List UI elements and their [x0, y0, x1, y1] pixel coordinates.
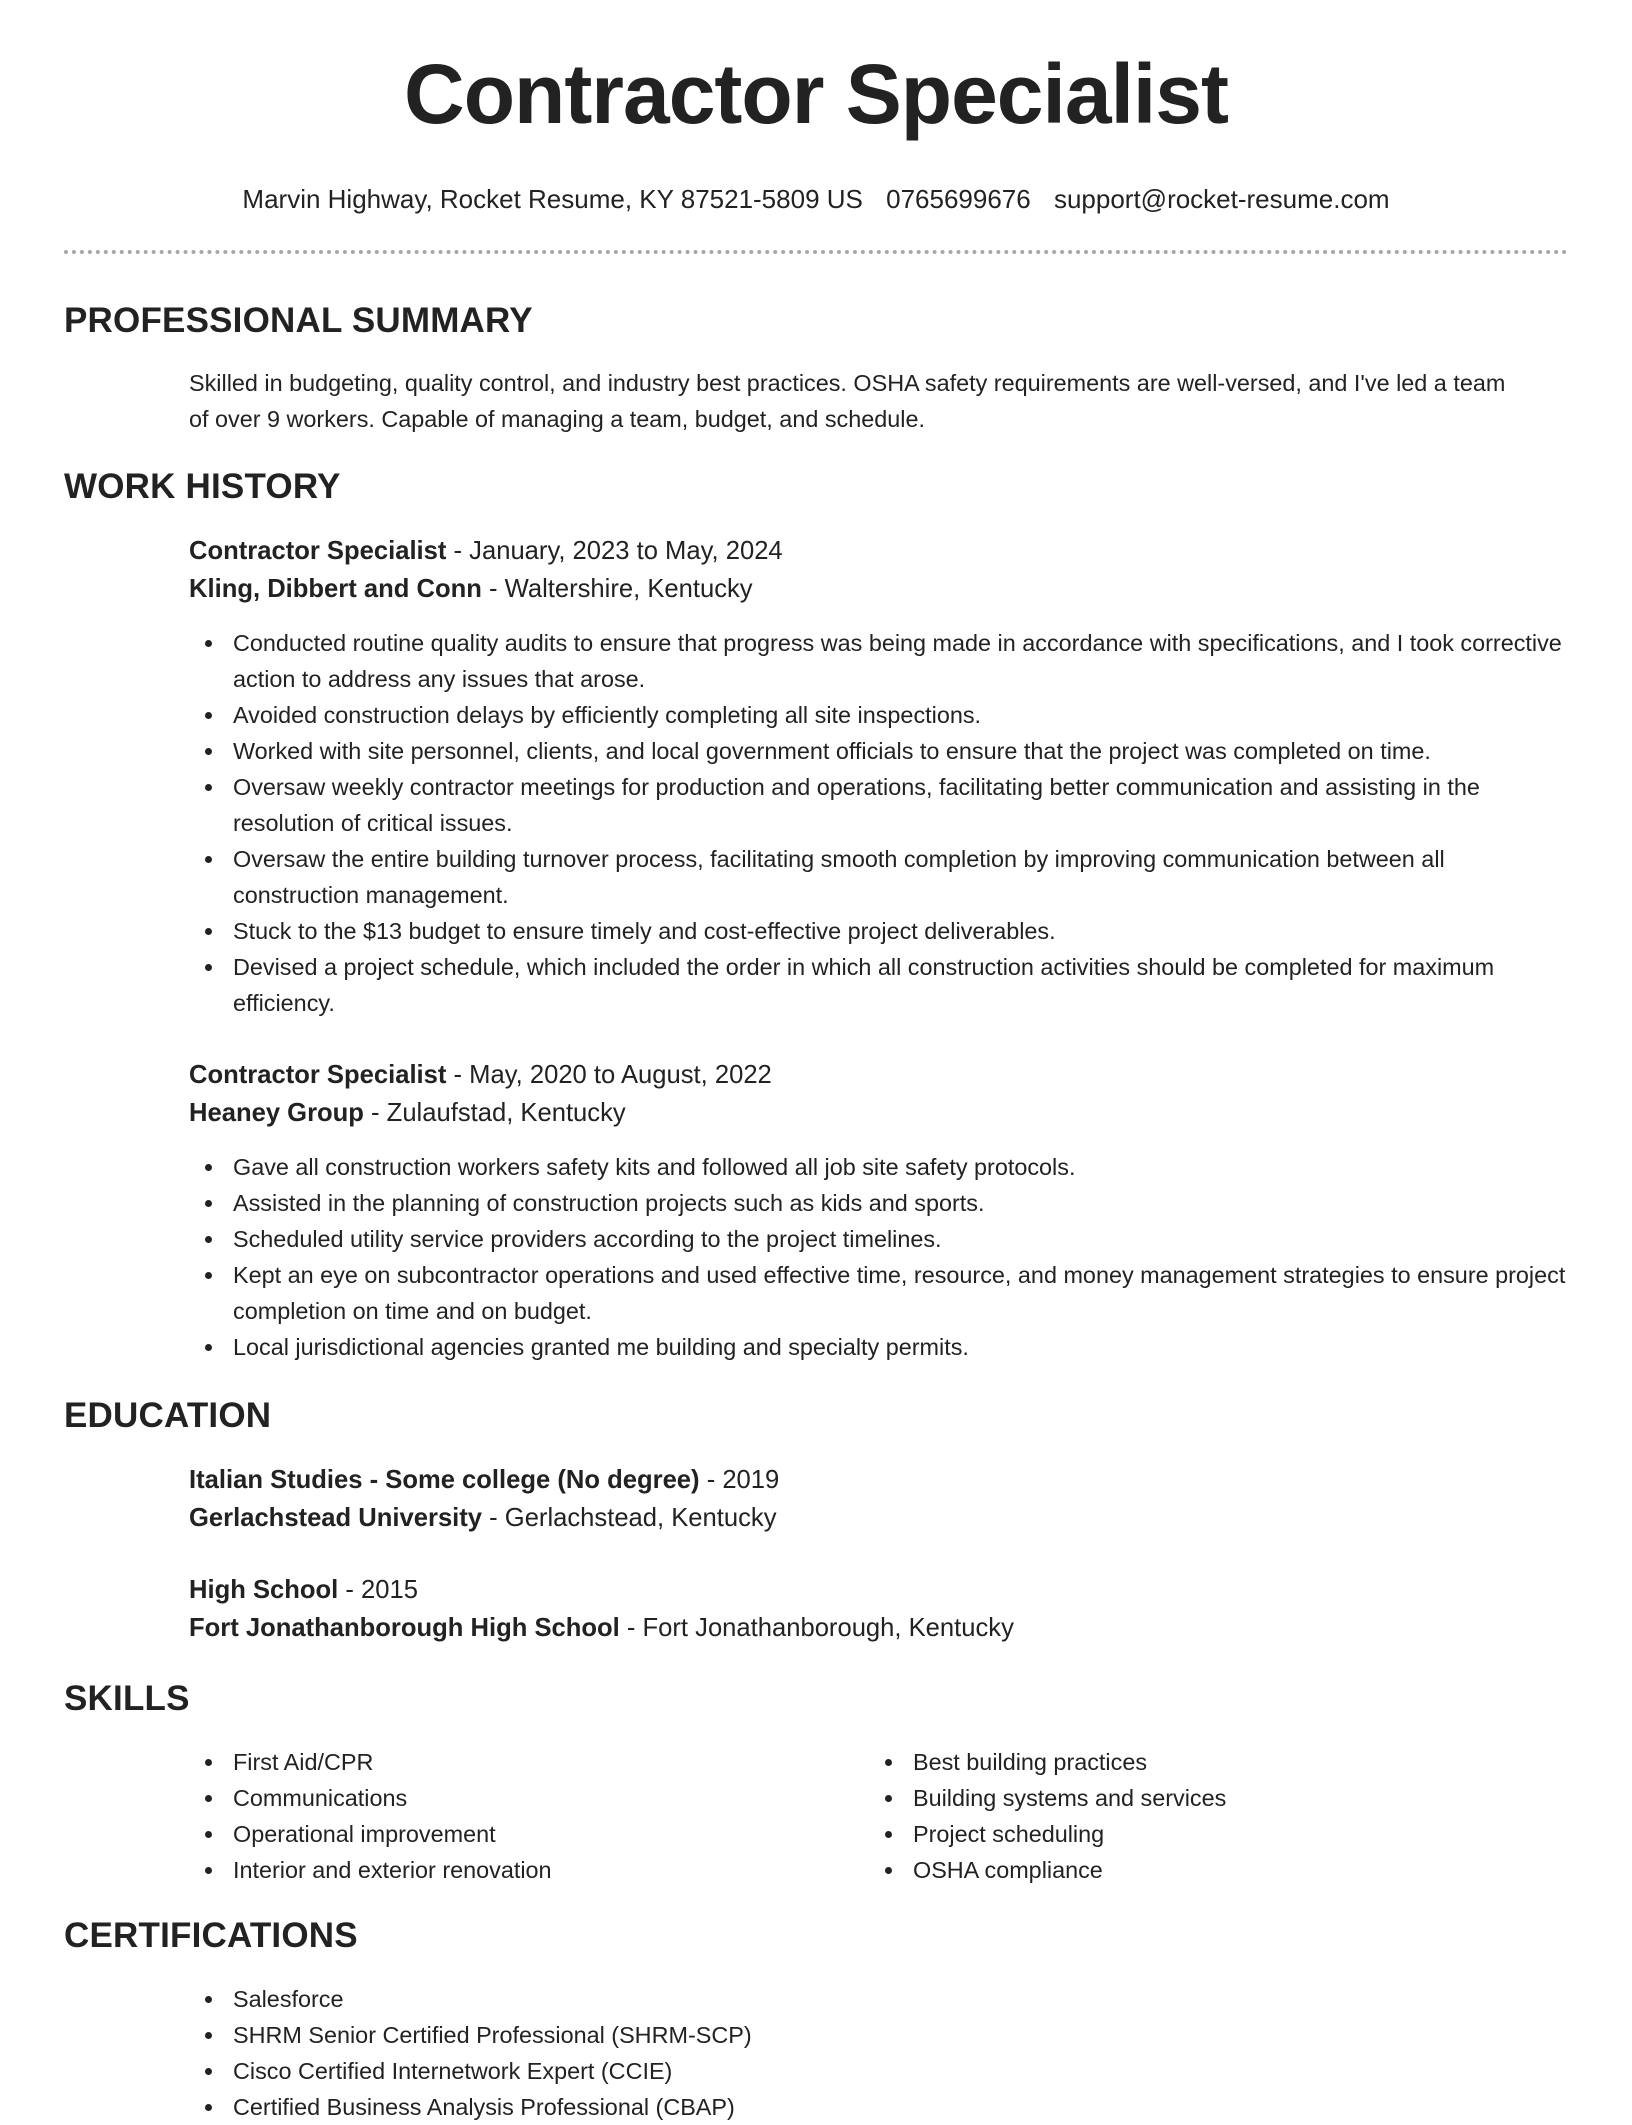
- education-school: Gerlachstead University: [189, 1504, 483, 1532]
- list-item: Best building practices: [869, 1744, 1519, 1780]
- contact-address: Marvin Highway, Rocket Resume, KY 87521-5809 US: [242, 184, 863, 214]
- education-degree: High School: [189, 1576, 339, 1604]
- job-dates: - January, 2023 to May, 2024: [446, 537, 783, 565]
- list-item: Communications: [189, 1780, 789, 1816]
- summary-heading: PROFESSIONAL SUMMARY: [64, 301, 533, 340]
- contact-phone: 0765699676: [886, 184, 1031, 214]
- skills-heading: SKILLS: [64, 1679, 190, 1718]
- list-item: Operational improvement: [189, 1816, 789, 1852]
- list-item: Assisted in the planning of construction projects such as kids and sports.: [189, 1185, 1569, 1221]
- job-company-line: [189, 570, 753, 608]
- education-school-line: [189, 1609, 1014, 1647]
- summary-text: Skilled in budgeting, quality control, and industry best practices. OSHA safety requirements are well-versed, and I've led a team of over 9 workers. Capable of managing a team, budget, and schedule.: [189, 370, 1506, 432]
- education-degree-line: [189, 1461, 779, 1499]
- list-item: Avoided construction delays by efficiently completing all site inspections.: [189, 697, 1569, 733]
- job-title: Contractor Specialist: [189, 1061, 447, 1089]
- list-item: Salesforce: [189, 1981, 1189, 2017]
- job-title-line: [189, 1056, 772, 1094]
- job-company: Kling, Dibbert and Conn: [189, 575, 482, 603]
- job-dates: - May, 2020 to August, 2022: [446, 1061, 772, 1089]
- list-item: SHRM Senior Certified Professional (SHRM-SCP): [189, 2017, 1189, 2053]
- list-item: Devised a project schedule, which included the order in which all construction activities should be completed for maximum efficiency.: [189, 949, 1569, 1021]
- list-item: Gave all construction workers safety kits and followed all job site safety protocols.: [189, 1149, 1569, 1185]
- job-duties-list: [189, 625, 1569, 1021]
- job-title-line: [189, 532, 783, 570]
- job-title: Contractor Specialist: [189, 537, 447, 565]
- skills-list-right: [869, 1744, 1519, 1888]
- job-company-line: [189, 1094, 626, 1132]
- list-item: Certified Business Analysis Professional (CBAP): [189, 2089, 1189, 2125]
- list-item: Oversaw the entire building turnover process, facilitating smooth completion by improving communication between all construction management.: [189, 841, 1569, 913]
- education-school-line: [189, 1499, 777, 1537]
- job-location: - Zulaufstad, Kentucky: [363, 1099, 626, 1127]
- list-item: Worked with site personnel, clients, and local government officials to ensure that the project was completed on time.: [189, 733, 1569, 769]
- certifications-heading: CERTIFICATIONS: [64, 1916, 358, 1955]
- list-item: OSHA compliance: [869, 1852, 1519, 1888]
- job-company: Heaney Group: [189, 1099, 364, 1127]
- list-item: First Aid/CPR: [189, 1744, 789, 1780]
- job-location: - Waltershire, Kentucky: [481, 575, 753, 603]
- certifications-list: [189, 1981, 1189, 2125]
- list-item: Conducted routine quality audits to ensure that progress was being made in accordance with specifications, and I took corrective action to address any issues that arose.: [189, 625, 1569, 697]
- education-year: - 2019: [699, 1466, 780, 1494]
- list-item: Project scheduling: [869, 1816, 1519, 1852]
- education-year: - 2015: [338, 1576, 418, 1604]
- education-location: - Gerlachstead, Kentucky: [482, 1504, 777, 1532]
- list-item: Cisco Certified Internetwork Expert (CCIE): [189, 2053, 1189, 2089]
- job-duties-list: [189, 1149, 1569, 1365]
- list-item: Local jurisdictional agencies granted me building and specialty permits.: [189, 1329, 1569, 1365]
- education-degree-line: [189, 1571, 418, 1609]
- list-item: Building systems and services: [869, 1780, 1519, 1816]
- header-divider: [64, 250, 1568, 254]
- contact-email: support@rocket-resume.com: [1053, 184, 1390, 214]
- education-heading: EDUCATION: [64, 1396, 272, 1435]
- list-item: Kept an eye on subcontractor operations and used effective time, resource, and money management strategies to ensure project completion on time and on budget.: [189, 1257, 1569, 1329]
- education-school: Fort Jonathanborough High School: [189, 1614, 620, 1642]
- list-item: Interior and exterior renovation: [189, 1852, 789, 1888]
- education-degree: Italian Studies - Some college (No degree): [189, 1466, 700, 1494]
- work-history-heading: WORK HISTORY: [64, 467, 341, 506]
- contact-line: [0, 182, 1632, 216]
- list-item: Stuck to the $13 budget to ensure timely and cost-effective project deliverables.: [189, 913, 1569, 949]
- list-item: Scheduled utility service providers according to the project timelines.: [189, 1221, 1569, 1257]
- education-location: - Fort Jonathanborough, Kentucky: [619, 1614, 1014, 1642]
- resume-name: Contractor Specialist: [404, 47, 1228, 141]
- skills-list-left: [189, 1744, 789, 1888]
- list-item: Oversaw weekly contractor meetings for production and operations, facilitating better communication and assisting in the resolution of critical issues.: [189, 769, 1569, 841]
